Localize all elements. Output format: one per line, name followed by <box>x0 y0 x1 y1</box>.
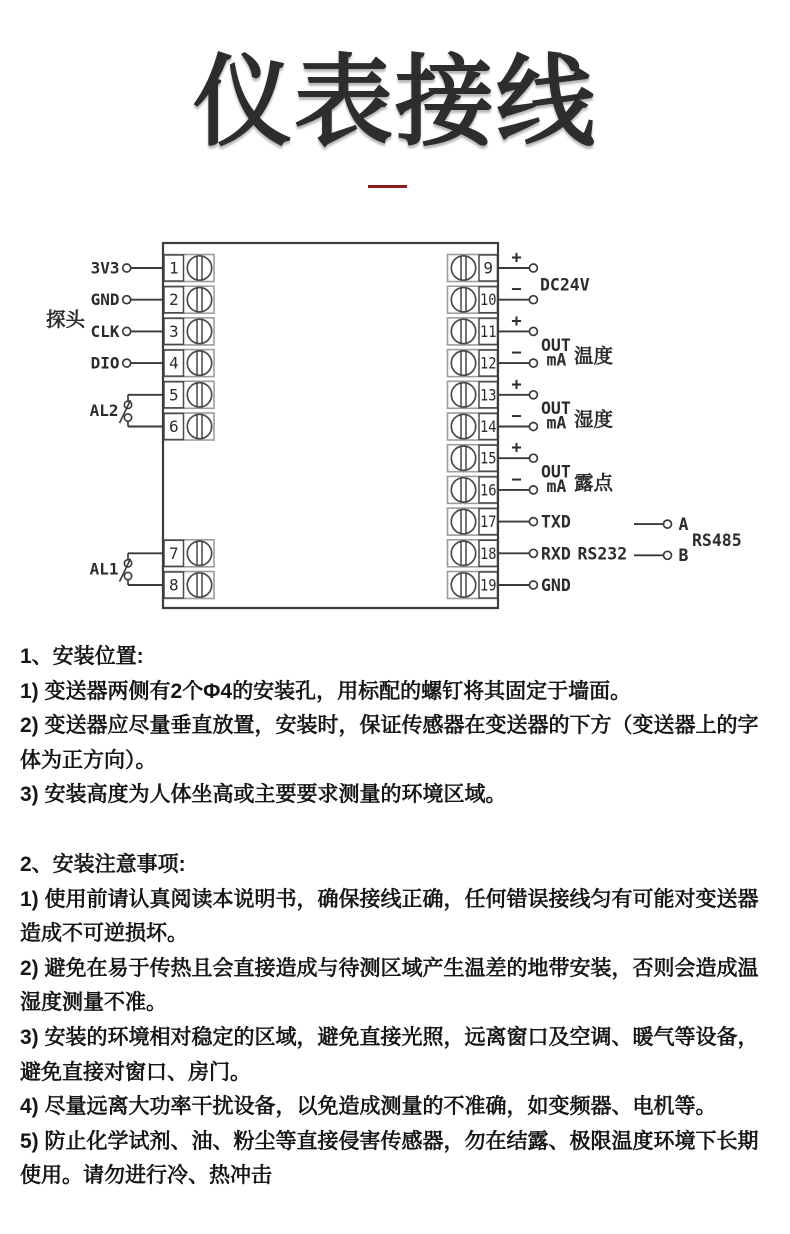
terminal-number: 17 <box>479 512 497 532</box>
rs232-label: RS232 <box>577 544 628 564</box>
wire-node <box>529 423 537 431</box>
terminal-number: 7 <box>168 543 179 563</box>
wire-node <box>529 518 537 526</box>
terminal-block-4 <box>164 350 214 377</box>
terminal-block-10 <box>448 286 498 313</box>
terminal-block-15 <box>448 445 498 472</box>
switch-contact <box>124 572 131 579</box>
terminal-number: 4 <box>168 353 179 373</box>
section <box>20 848 777 1194</box>
terminal-number: 18 <box>479 543 497 563</box>
rs485-b-label: B <box>678 546 689 566</box>
terminal-block-19 <box>448 572 498 599</box>
terminal-number: 6 <box>168 417 179 436</box>
terminal-block-17 <box>448 508 498 535</box>
section-heading: 1、安装位置: <box>20 645 144 668</box>
terminal-number: 3 <box>168 321 179 341</box>
pin-label: RXD <box>541 544 571 564</box>
polarity-sign: + <box>511 311 522 332</box>
analog-out-unit: mA <box>546 350 567 370</box>
analog-out-cn-label: 露点 <box>574 472 614 495</box>
terminal-block-5 <box>164 381 214 408</box>
power-label: DC24V <box>540 275 590 295</box>
wire-node <box>529 391 537 399</box>
wire-node <box>529 264 537 272</box>
terminal-number: 13 <box>479 385 497 405</box>
terminal-block-12 <box>448 350 498 377</box>
page-title: 仪表接线 <box>193 46 597 157</box>
terminal-block-6 <box>164 413 214 440</box>
polarity-sign: − <box>511 343 522 364</box>
terminal-block-16 <box>448 476 498 503</box>
analog-out-label: OUT <box>541 462 571 482</box>
instruction-line: 2) 变送器应尽量垂直放置，安装时，保证传感器在变送器的下方（变送器上的字体为正方向）。 <box>20 714 759 772</box>
instruction-line: 3) 安装的环境相对稳定的区域，避免直接光照，远离窗口及空调、暖气等设备，避免直接对窗口、房门。 <box>20 1025 759 1084</box>
wire-node <box>664 520 672 528</box>
instruction-line: 1) 变送器两侧有2个Φ4的安装孔，用标配的螺钉将其固定于墙面。 <box>20 679 632 703</box>
wire-node <box>529 327 537 335</box>
switch-contact <box>124 414 131 421</box>
rs485-a-label: A <box>678 514 689 534</box>
polarity-sign: − <box>511 469 522 490</box>
polarity-sign: − <box>511 279 522 300</box>
terminal-number: 19 <box>479 575 497 595</box>
section <box>20 640 777 813</box>
analog-out-cn-label: 温度 <box>574 345 614 368</box>
section-heading: 2、安装注意事项: <box>20 852 186 876</box>
pin-label: GND <box>541 576 571 595</box>
wire-node <box>529 581 537 589</box>
terminal-number: 14 <box>479 417 497 436</box>
terminal-block-11 <box>448 318 498 345</box>
pin-label: 3V3 <box>90 258 120 278</box>
wire-node <box>123 359 131 367</box>
instruction-line: 4) 尽量远离大功率干扰设备，以免造成测量的不准确，如变频器、电机等。 <box>20 1095 717 1119</box>
pin-label: GND <box>90 290 120 310</box>
wire-node <box>529 359 537 367</box>
pin-label: CLK <box>90 321 120 341</box>
analog-out-cn-label: 湿度 <box>574 408 614 431</box>
polarity-sign: + <box>511 248 522 268</box>
probe-label: 探头 <box>46 309 86 331</box>
terminal-block-14 <box>448 413 498 440</box>
terminal-block-8 <box>164 572 214 599</box>
analog-out-label: OUT <box>541 335 571 355</box>
instruction-line: 1) 使用前请认真阅读本说明书，确保接线正确，任何错误接线匀有可能对变送器造成不可逆损坏。 <box>20 887 759 946</box>
pin-label: DIO <box>90 353 120 373</box>
terminal-block-3 <box>164 318 214 345</box>
wire-node <box>529 296 537 304</box>
analog-out-unit: mA <box>546 413 567 433</box>
terminal-number: 10 <box>479 290 497 310</box>
terminal-block-18 <box>448 540 498 567</box>
installation-instructions <box>20 640 777 1194</box>
rs485-label: RS485 <box>692 531 742 550</box>
wire-node <box>123 264 131 272</box>
terminal-number: 9 <box>483 258 494 278</box>
instruction-line: 2) 避免在易于传热且会直接造成与待测区域产生温差的地带安装，否则会造成温湿度测量不准。 <box>20 956 759 1015</box>
terminal-block-9 <box>448 255 498 282</box>
alarm-label: AL1 <box>89 559 119 579</box>
polarity-sign: + <box>511 438 522 459</box>
terminal-block-2 <box>164 286 214 313</box>
alarm-switch-AL2 <box>90 395 164 427</box>
instruction-line: 3) 安装高度为人体坐高或主要要求测量的环境区域。 <box>20 783 507 807</box>
polarity-sign: + <box>511 374 522 395</box>
terminal-number: 2 <box>168 290 179 310</box>
terminal-number: 1 <box>168 258 179 278</box>
terminal-block-7 <box>164 540 214 567</box>
analog-out-label: OUT <box>541 399 571 419</box>
instruction-line: 5) 防止化学试剂、油、粉尘等直接侵害传感器，勿在结露、极限温度环境下长期使用。请勿进行冷、热冲击 <box>20 1129 759 1188</box>
analog-out-unit: mA <box>546 477 567 497</box>
terminal-number: 16 <box>479 480 497 500</box>
pin-label: TXD <box>541 512 571 532</box>
terminal-number: 11 <box>479 321 497 341</box>
wire-node <box>664 551 672 559</box>
alarm-label: AL2 <box>89 401 119 421</box>
terminal-number: 8 <box>168 575 179 595</box>
wire-node <box>529 486 537 494</box>
polarity-sign: − <box>511 406 522 427</box>
wire-node <box>529 549 537 557</box>
terminal-number: 15 <box>479 448 497 468</box>
wire-node <box>529 454 537 462</box>
terminal-number: 5 <box>168 385 179 405</box>
terminal-number: 12 <box>479 353 497 373</box>
terminal-block-13 <box>448 381 498 408</box>
wire-node <box>123 327 131 335</box>
alarm-switch-AL1 <box>90 553 164 585</box>
wire-node <box>123 296 131 304</box>
terminal-block-1 <box>164 255 214 282</box>
